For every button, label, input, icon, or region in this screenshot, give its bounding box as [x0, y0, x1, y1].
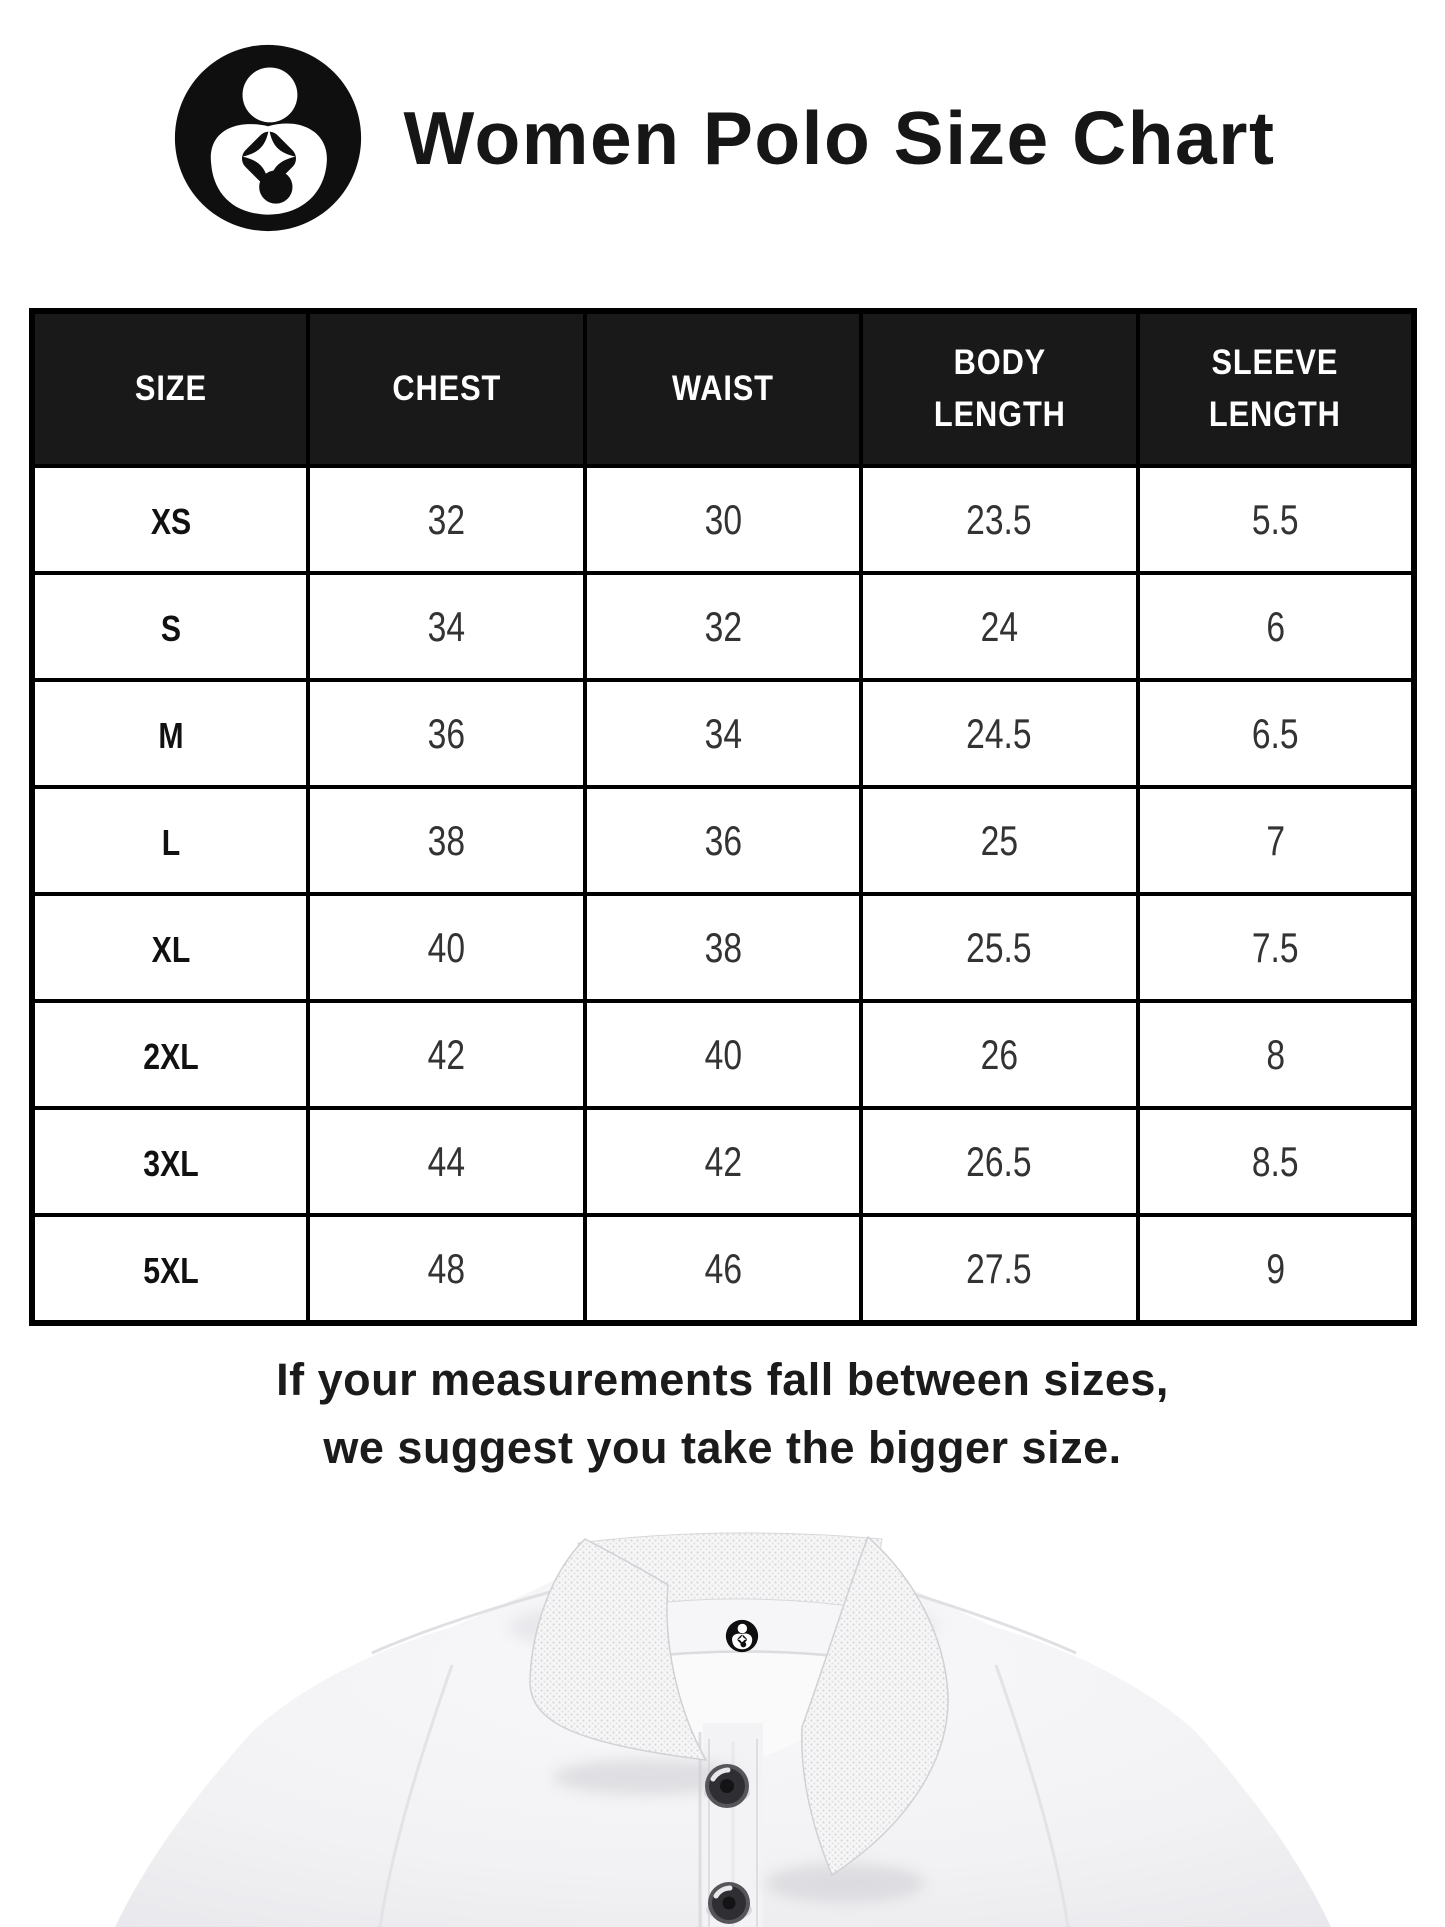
sizing-note-line2: we suggest you take the bigger size. — [323, 1421, 1122, 1473]
header-row — [32, 311, 1414, 466]
brand-header — [0, 40, 1445, 236]
table-row-xl — [32, 894, 1414, 1001]
waist-cell: 40 — [585, 1001, 861, 1108]
size-label-cell: 3XL — [32, 1108, 308, 1215]
sleeve-length-cell: 9 — [1138, 1215, 1414, 1323]
waist-cell: 30 — [585, 466, 861, 573]
size-label-cell: XL — [32, 894, 308, 1001]
body-length-cell: 26.5 — [861, 1108, 1137, 1215]
table-row-5xl — [32, 1215, 1414, 1323]
waist-cell: 32 — [585, 573, 861, 680]
chest-cell: 34 — [308, 573, 584, 680]
polo-shirt-photo — [0, 1527, 1445, 1927]
table-body — [32, 466, 1414, 1323]
col-header-chest: CHEST — [308, 311, 584, 466]
waist-cell: 36 — [585, 787, 861, 894]
body-length-cell: 24 — [861, 573, 1137, 680]
size-label-cell: L — [32, 787, 308, 894]
sleeve-length-cell: 7 — [1138, 787, 1414, 894]
table-row-s — [32, 573, 1414, 680]
sleeve-length-cell: 7.5 — [1138, 894, 1414, 1001]
waist-cell: 38 — [585, 894, 861, 1001]
size-label-cell: 2XL — [32, 1001, 308, 1108]
sleeve-length-cell: 6 — [1138, 573, 1414, 680]
sleeve-length-cell: 8.5 — [1138, 1108, 1414, 1215]
size-label-cell: M — [32, 680, 308, 787]
table-row-2xl — [32, 1001, 1414, 1108]
brand-logo-icon — [170, 40, 366, 236]
size-chart-table — [29, 308, 1417, 1326]
col-header-size: SIZE — [32, 311, 308, 466]
table-row-l — [32, 787, 1414, 894]
neck-tag-logo-icon — [726, 1620, 758, 1652]
chest-cell: 42 — [308, 1001, 584, 1108]
waist-cell: 42 — [585, 1108, 861, 1215]
sleeve-length-cell: 6.5 — [1138, 680, 1414, 787]
waist-cell: 46 — [585, 1215, 861, 1323]
col-header-body-length: BODY LENGTH — [861, 311, 1137, 466]
sizing-note — [0, 1346, 1445, 1481]
body-length-cell: 23.5 — [861, 466, 1137, 573]
chest-cell: 48 — [308, 1215, 584, 1323]
sleeve-length-cell: 8 — [1138, 1001, 1414, 1108]
page-title: Women Polo Size Chart — [403, 96, 1276, 180]
body-length-cell: 26 — [861, 1001, 1137, 1108]
col-header-waist: WAIST — [585, 311, 861, 466]
table-row-3xl — [32, 1108, 1414, 1215]
waist-cell: 34 — [585, 680, 861, 787]
chest-cell: 38 — [308, 787, 584, 894]
body-length-cell: 24.5 — [861, 680, 1137, 787]
body-length-cell: 25 — [861, 787, 1137, 894]
body-length-cell: 25.5 — [861, 894, 1137, 1001]
table-row-m — [32, 680, 1414, 787]
col-header-sleeve-length: SLEEVE LENGTH — [1138, 311, 1414, 466]
size-label-cell: 5XL — [32, 1215, 308, 1323]
table-header — [32, 311, 1414, 466]
size-label-cell: XS — [32, 466, 308, 573]
chest-cell: 44 — [308, 1108, 584, 1215]
table-row-xs — [32, 466, 1414, 573]
chest-cell: 32 — [308, 466, 584, 573]
sizing-note-line1: If your measurements fall between sizes, — [276, 1354, 1169, 1405]
body-length-cell: 27.5 — [861, 1215, 1137, 1323]
size-label-cell: S — [32, 573, 308, 680]
sleeve-length-cell: 5.5 — [1138, 466, 1414, 573]
chest-cell: 36 — [308, 680, 584, 787]
chest-cell: 40 — [308, 894, 584, 1001]
